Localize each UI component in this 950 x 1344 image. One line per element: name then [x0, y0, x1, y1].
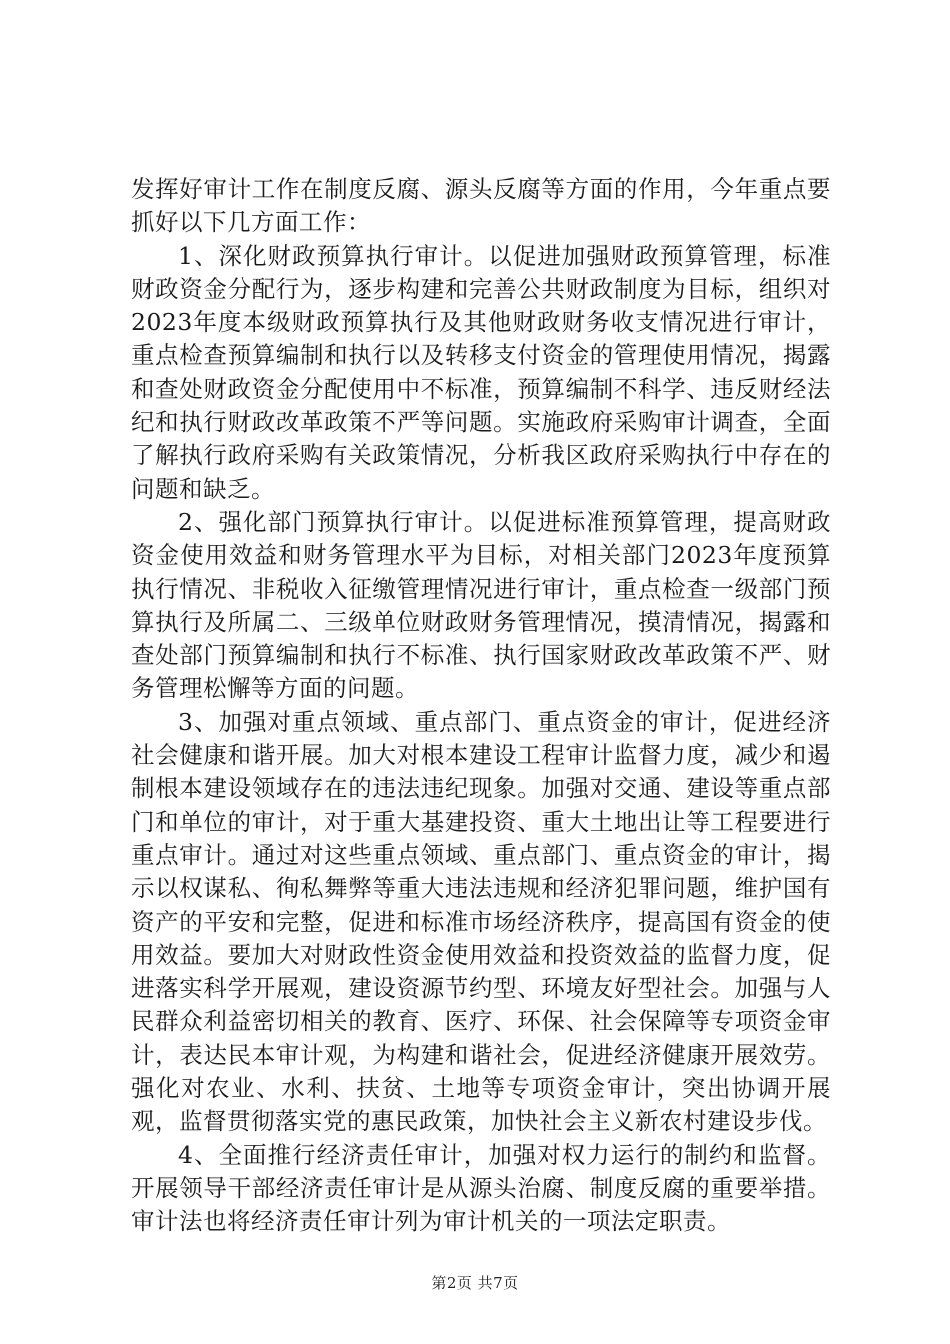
- paragraph-item-4: 4、全面推行经济责任审计，加强对权力运行的制约和监督。开展领导干部经济责任审计是从源头治腐、制度反腐的重要举措。审计法也将经济责任审计列为审计机关的一项法定职责。: [131, 1140, 831, 1236]
- paragraph-item-2: 2、强化部门预算执行审计。以促进标准预算管理，提高财政资金使用效益和财务管理水平为目标，对相关部门2023年度预算执行情况、非税收入征缴管理情况进行审计，重点检查一级部门预算执行及所属二、三级单位财政财务管理情况，摸清情况，揭露和查处部门预算编制和执行不标准、执行国家财政改革政策不严、财务管理松懈等方面的问题。: [131, 507, 831, 703]
- page-number-footer: 第2页 共7页: [431, 1274, 519, 1292]
- document-body: [131, 173, 831, 1239]
- paragraph-intro: 发挥好审计工作在制度反腐、源头反腐等方面的作用，今年重点要抓好以下几方面工作：: [131, 175, 831, 237]
- paragraph-item-1: 1、深化财政预算执行审计。以促进加强财政预算管理，标准财政资金分配行为，逐步构建和完善公共财政制度为目标，组织对2023年度本级财政预算执行及其他财政财务收支情况进行审计，重点检查预算编制和执行以及转移支付资金的管理使用情况，揭露和查处财政资金分配使用中不标准，预算编制不科学、违反财经法纪和执行财政改革政策不严等问题。实施政府采购审计调查，全面了解执行政府采购有关政策情况，分析我区政府采购执行中存在的问题和缺乏。: [131, 241, 831, 503]
- paragraph-item-3: 3、加强对重点领域、重点部门、重点资金的审计，促进经济社会健康和谐开展。加大对根本建设工程审计监督力度，减少和遏制根本建设领域存在的违法违纪现象。加强对交通、建设等重点部门和单位的审计，对于重大基建投资、重大土地出让等工程要进行重点审计。通过对这些重点领域、重点部门、重点资金的审计，揭示以权谋私、徇私舞弊等重大违法违规和经济犯罪问题，维护国有资产的平安和完整，促进和标准市场经济秩序，提高国有资金的使用效益。要加大对财政性资金使用效益和投资效益的监督力度，促进落实科学开展观，建设资源节约型、环境友好型社会。加强与人民群众利益密切相关的教育、医疗、环保、社会保障等专项资金审计，表达民本审计观，为构建和谐社会，促进经济健康开展效劳。强化对农业、水利、扶贫、土地等专项资金审计，突出协调开展观，监督贯彻落实党的惠民政策，加快社会主义新农村建设步伐。: [131, 707, 831, 1136]
